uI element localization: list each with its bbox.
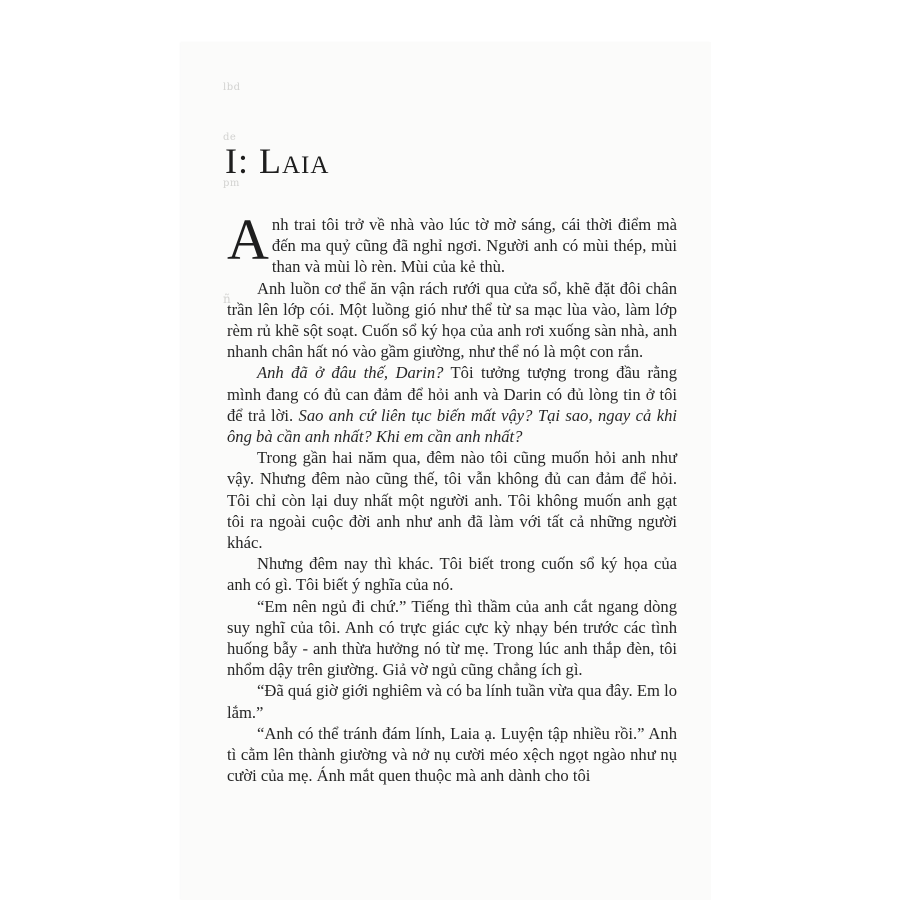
bleed-through-text: pm — [223, 178, 240, 189]
paragraph-7: “Đã quá giờ giới nghiêm và có ba lính tuần vừa qua đây. Em lo lắm.” — [227, 681, 677, 722]
book-page — [181, 42, 711, 900]
paragraph-4: Trong gần hai năm qua, đêm nào tôi cũng muốn hỏi anh như vậy. Nhưng đêm nào cũng thế, tôi vẫn không đủ can đảm để hỏi. Tôi chỉ còn lại duy nhất một người anh. Tôi không muốn anh gạt tôi ra ngoài cuộc đời anh như anh đã làm với tất cả những người khác. — [227, 448, 677, 553]
paragraph-text: Tôi tưởng tượng trong đầu rằng mình đang có đủ can đảm để hỏi anh và Darin có đủ lòng tin ở tôi để trả lời. — [227, 363, 677, 425]
chapter-title: I: Laia — [225, 141, 330, 181]
paragraph-text: nh trai tôi trở về nhà vào lúc tờ mờ sáng, cái thời điểm mà đến ma quỷ cũng đã nghỉ ngơi. Người anh có mùi thép, mùi than và mùi lò rèn. Mùi của kẻ thù. — [271, 215, 677, 277]
bleed-through-text: ñ — [223, 292, 232, 306]
bleed-through-text: lbd — [223, 82, 241, 93]
paragraph-8: “Anh có thể tránh đám lính, Laia ạ. Luyện tập nhiều rồi.” Anh tì cằm lên thành giường và nở nụ cười méo xệch ngọt ngào như nụ cười của mẹ. Ánh mắt quen thuộc mà anh dành cho tôi — [227, 723, 677, 786]
italic-thought: Anh đã ở đâu thế, Darin? — [257, 363, 444, 383]
drop-cap: A — [227, 207, 269, 272]
paragraph-6: “Em nên ngủ đi chứ.” Tiếng thì thầm của anh cắt ngang dòng suy nghĩ của tôi. Anh có trực giác cực kỳ nhạy bén trước các tình huống bẫy - anh thừa hưởng nó từ mẹ. Trong lúc anh thắp đèn, tôi nhổm dậy trên giường. Giả vờ ngủ cũng chẳng ích gì. — [227, 596, 677, 680]
paragraph-2: Anh luồn cơ thể ăn vận rách rưới qua cửa sổ, khẽ đặt đôi chân trần lên lớp cói. Một luồng gió như thể từ sa mạc lùa vào, làm lớp rèm rủ khẽ sột soạt. Cuốn sổ ký họa của anh rơi xuống sàn nhà, anh nhanh chân hất nó vào gầm giường, như thể nó là một con rắn. — [227, 278, 677, 362]
bleed-through-text: de — [223, 132, 237, 143]
chapter-body — [227, 207, 677, 786]
paragraph-5: Nhưng đêm nay thì khác. Tôi biết trong cuốn sổ ký họa của anh có gì. Tôi biết ý nghĩa của nó. — [227, 554, 677, 595]
paragraph-3 — [227, 362, 677, 447]
italic-thought: Sao anh cứ liên tục biến mất vậy? Tại sao, ngay cả khi ông bà cần anh nhất? Khi em cần anh nhất? — [227, 405, 677, 447]
paragraph-1 — [227, 207, 677, 278]
